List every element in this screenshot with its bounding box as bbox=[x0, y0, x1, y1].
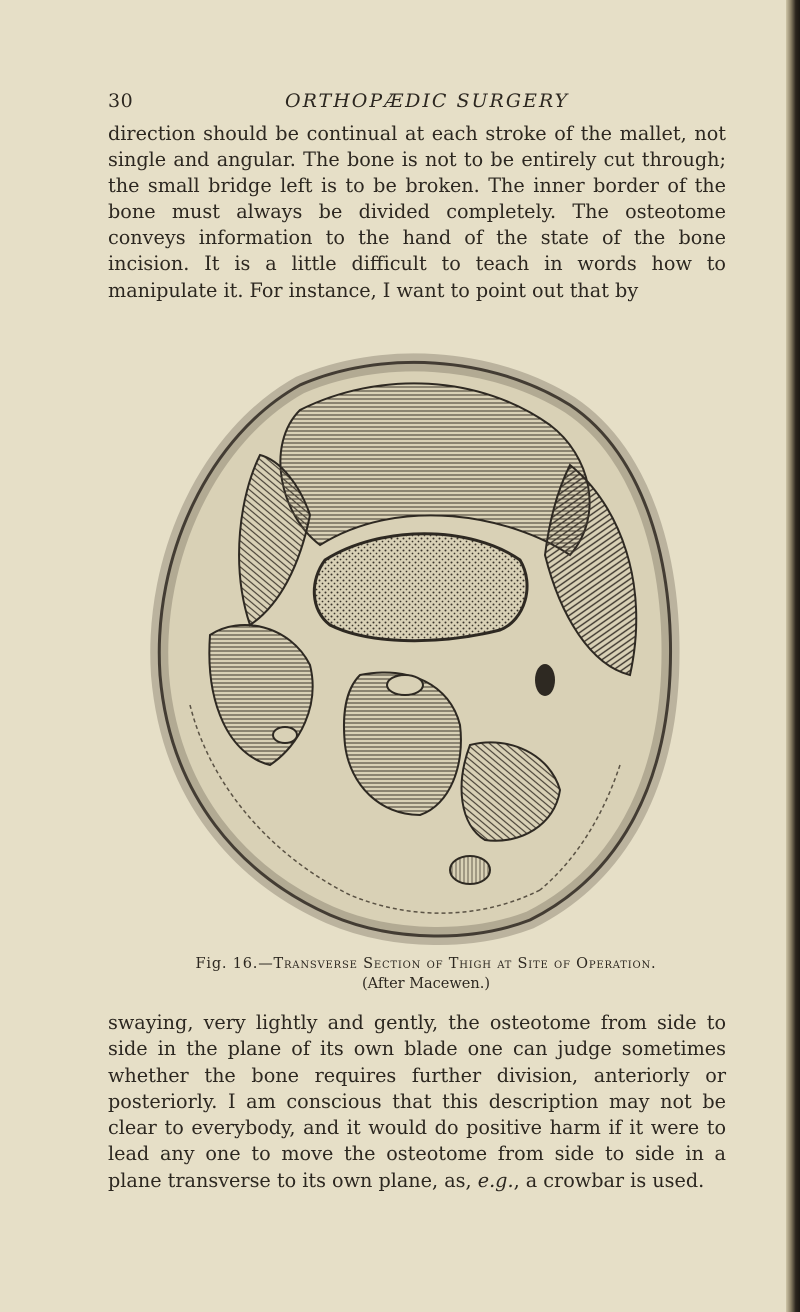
page-edge-shadow bbox=[786, 0, 800, 1312]
body-bottom-text: swaying, very lightly and gently, the osteotome from side to side in the plane of its own blade one can judge sometimes whether the bone requires further division, anteriorly or posteriorly. I am conscious that this description may not be clear to everybody, and it would do positive harm if it were to lead any one to move the osteotome from side to side in a plane transverse to its own plane, as, bbox=[108, 1011, 726, 1192]
figure-caption-label: Fig. 16.— bbox=[195, 956, 274, 972]
body-bottom-abbrev: e.g. bbox=[477, 1168, 514, 1192]
figure-credit: (After Macewen.) bbox=[362, 976, 490, 992]
figure-caption bbox=[116, 956, 736, 972]
figure-thigh-cross-section bbox=[150, 345, 680, 945]
femur-bone bbox=[314, 534, 527, 641]
figure-caption-title: Transverse Section of Thigh at Site of Operation. bbox=[273, 956, 657, 972]
running-head: ORTHOPÆDIC SURGERY bbox=[285, 90, 570, 112]
page-number: 30 bbox=[108, 90, 134, 112]
body-paragraph-bottom bbox=[108, 1010, 726, 1194]
thigh-cross-section-engraving bbox=[150, 345, 680, 945]
body-paragraph-top: direction should be continual at each stroke of the mallet, not single and angular. The bone is not to be entirely cut through; the small bridge left is to be broken. The inner border of the bone must always be divided completely. The osteotome conveys information to the hand of the state of the bone incision. It is a little difficult to teach in words how to manipulate it. For instance, I want to point out that by bbox=[108, 122, 726, 302]
body-bottom-end: , a crowbar is used. bbox=[513, 1168, 705, 1192]
